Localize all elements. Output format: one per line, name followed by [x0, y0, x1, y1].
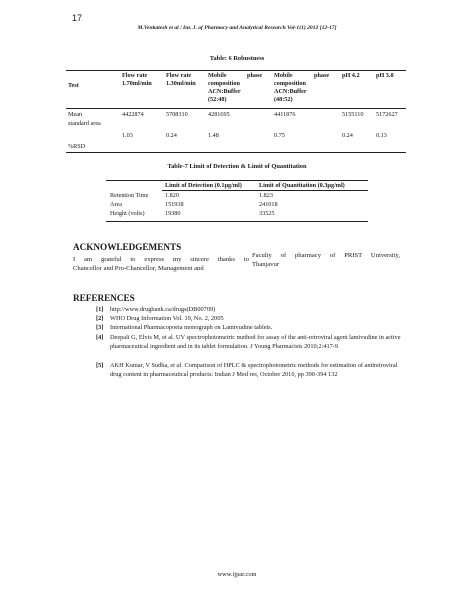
t7-row-label: Retention Time [110, 192, 149, 199]
t6-header-mobile1-acn: ACN:Buffer [208, 88, 241, 95]
t7-row-label: Area [110, 201, 123, 208]
reference-text: WHO Drug Information Vol. 19, No. 2, 2005 [110, 315, 224, 322]
reference-number: [5] [96, 362, 104, 369]
t6-row-mean-label-2: standard area [68, 120, 101, 127]
t6-header-mobile1-ratio: (52:48) [208, 96, 227, 103]
footer-website[interactable]: www.ijpar.com [217, 571, 257, 578]
table7-caption: Table-7 Limit of Detection & Limit of Quantitation [167, 163, 307, 170]
t6-cell: 0.24 [166, 132, 177, 139]
acknowledgements-heading: ACKNOWLEDGEMENTS [73, 242, 182, 252]
acknowledgements-text-right [252, 251, 400, 270]
t7-cell: 241018 [259, 201, 278, 208]
t6-cell: 5708310 [166, 111, 188, 118]
t7-header-lod: Limit of Detection (0.1µg/ml) [165, 182, 242, 189]
table6-robustness [66, 70, 406, 152]
t6-header-mobile1-comp: composition [208, 80, 240, 87]
references-heading: REFERENCES [73, 293, 135, 303]
reference-title: Comparison of HPLC & spectrophotometric methods for estimation of antiretroviral drug content in pharmaceutical products: Indian J Med res, October 2010, pp 390-394 132 [110, 362, 398, 378]
reference-authors: AKH Kumar, V Sudha, [110, 362, 171, 369]
reference-number: [3] [96, 324, 104, 331]
t6-cell: 5155110 [342, 111, 364, 118]
t6-header-mobile2-acn: ACN:Buffer [274, 88, 307, 95]
table6-top-rule [66, 70, 406, 71]
acknowledgements-right-line1: Faculty of pharmacy of PRIST University, [252, 252, 400, 259]
t6-cell: 4422874 [122, 111, 144, 118]
t6-header-flow1-rate: 1.70ml/min [122, 80, 152, 87]
t6-header-mobile1: Mobile [208, 72, 227, 79]
table7-bottom-rule [106, 221, 368, 222]
t6-row-mean-label: Mean [68, 111, 83, 118]
t7-row-label: Height (volts) [110, 210, 145, 217]
acknowledgements-text-line2: Chancellor and Pro-Chancellor, Management and [73, 265, 204, 272]
acknowledgements-right-line2: Thanjavur [252, 261, 280, 269]
t6-header-flow1: Flow rate [122, 72, 148, 79]
t6-header-mobile2-ratio: (48:52) [274, 96, 293, 103]
table6-header-rule [66, 108, 406, 109]
t6-cell: 4281695 [208, 111, 230, 118]
running-header: M.Venkatesh et al / Int. J. of Pharmacy and Analytical Research Vol-1(1) 2012 [12-17] [137, 25, 337, 31]
reference-number: [4] [96, 334, 104, 341]
t6-cell: 0.75 [274, 132, 285, 139]
table7-top-rule [106, 180, 368, 181]
t6-header-flow2: Flow rate [166, 72, 192, 79]
table6-caption: Table: 6 Robustness [209, 55, 265, 62]
table7-header-rule [162, 190, 368, 191]
reference-link[interactable]: http://www.drugbank.ca/drugs(DB00709) [110, 306, 216, 313]
t7-cell: 33525 [259, 210, 275, 217]
t7-cell: 1.823 [259, 192, 273, 199]
t6-cell: 5172627 [376, 111, 398, 118]
t6-cell: 1.48 [208, 132, 219, 139]
t6-header-ph38: pH 3.8 [376, 72, 394, 79]
t6-header-ph42: pH 4.2 [342, 72, 360, 79]
table6-bottom-rule [66, 152, 406, 153]
t6-header-mobile2-comp: composition [274, 80, 306, 87]
t6-row-rsd-label: %RSD [68, 143, 86, 150]
reference-text [110, 362, 406, 379]
t6-cell: 1.03 [122, 132, 133, 139]
acknowledgements-text-line1: I am grateful to express my sincere thanks to [73, 256, 249, 263]
t7-cell: 151938 [165, 201, 184, 208]
t6-header-flow2-rate: 1.30ml/min [166, 80, 196, 87]
t6-cell: 0.24 [342, 132, 353, 139]
t6-header-mobile2-phase: phase [314, 72, 330, 79]
t6-header-mobile1-phase: phase [247, 72, 263, 79]
reference-text: Deepali G, Elvis M, et al. UV spectrophotometric method for assay of the anti-retroviral agent lamivudine in active pharmaceutical ingredient and in its tablet formulation. J Young Pharmacists 2010;2:417-9 [110, 334, 401, 350]
t7-cell: 19380 [165, 210, 181, 217]
t6-header-test: Test [68, 82, 79, 89]
reference-text: International Pharmacopoeia monograph on Lamivudine tablets. [110, 324, 273, 331]
reference-number: [2] [96, 315, 104, 322]
t6-cell: 0.13 [376, 132, 387, 139]
t7-header-loq: Limit of Quantitation (0.3µg/ml) [259, 182, 345, 189]
t7-cell: 1.820 [165, 192, 179, 199]
t6-cell: 4411876 [274, 111, 296, 118]
reference-et-al: et al. [170, 362, 183, 369]
page-number: 17 [72, 13, 83, 23]
table7-lod-loq [106, 180, 368, 222]
t6-header-mobile2: Mobile [274, 72, 293, 79]
reference-number: [1] [96, 306, 104, 313]
